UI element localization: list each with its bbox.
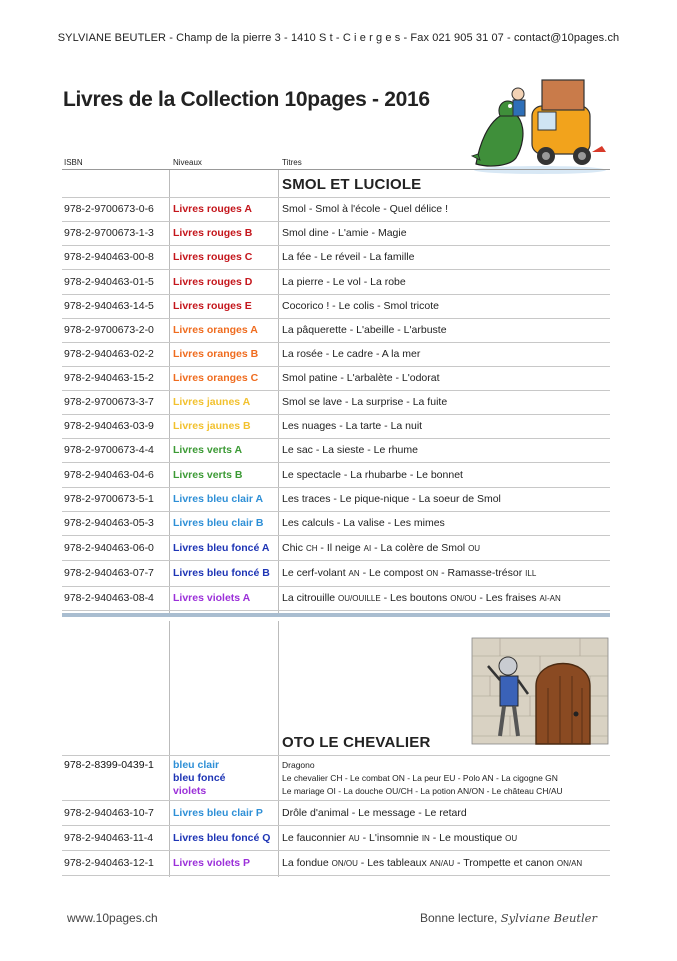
sound-tag: AN [348, 569, 360, 578]
titres-cell: Les calculs - La valise - Les mimes [282, 517, 445, 529]
sound-tag: AN/AU [429, 858, 455, 868]
dragon-vehicle-illustration [470, 72, 610, 176]
title-text: Le fauconnier [282, 831, 349, 844]
titres-cell [282, 832, 517, 844]
titres-cell: Les traces - Le pique-nique - La soeur de Smol [282, 493, 501, 505]
titres-cell: La rosée - Le cadre - A la mer [282, 348, 421, 360]
table-row [62, 462, 610, 488]
isbn-cell: 978-2-940463-03-9 [64, 420, 154, 432]
titres-cell: La fée - Le réveil - La famille [282, 251, 415, 263]
title-text: Le cerf-volant [282, 567, 349, 579]
footer-website: www.10pages.ch [67, 911, 158, 925]
sound-tag: AI [363, 543, 372, 553]
niveau-cell: Livres bleu foncé B [173, 567, 270, 579]
sound-tag: ILL [525, 569, 537, 578]
sound-tag: CH [305, 543, 318, 553]
isbn-cell: 978-2-9700673-5-1 [64, 493, 154, 505]
niveau-cell: Livres bleu clair P [173, 806, 263, 819]
table-row [62, 825, 610, 851]
niveau-cell: Livres jaunes B [173, 420, 251, 432]
sound-tag: OU/OUILLE [338, 594, 381, 603]
table-row [62, 511, 610, 536]
table-row [62, 366, 610, 391]
contact-header: SYLVIANE BEUTLER - Champ de la pierre 3 - 1410 S t - C i e r g e s - Fax 021 905 31 07 - contact@10pages.ch [57, 32, 620, 44]
niveau-bleu-clair: bleu clair [173, 759, 220, 771]
page-title: Livres de la Collection 10pages - 2016 [63, 88, 430, 111]
isbn-cell: 978-2-940463-12-1 [64, 856, 154, 869]
signature: Sylviane Beutler [500, 911, 597, 925]
niveau-cell: Livres oranges A [173, 324, 258, 336]
titres-cell: Cocorico ! - Le colis - Smol tricote [282, 300, 439, 312]
isbn-cell: 978-2-940463-14-5 [64, 300, 154, 312]
isbn-cell: 978-2-940463-02-2 [64, 348, 154, 360]
table-row [62, 342, 610, 367]
title-text: Chic [282, 541, 306, 554]
table-row [62, 414, 610, 439]
titres-cell: Le sac - La sieste - Le rhume [282, 444, 418, 456]
section-title-row [62, 621, 610, 756]
niveau-bleu-fonce: bleu foncé [173, 772, 226, 784]
isbn-cell: 978-2-940463-10-7 [64, 806, 154, 819]
niveau-violets: violets [173, 785, 207, 797]
title-text: - L'insomnie [359, 831, 422, 844]
table-row [62, 294, 610, 319]
sound-tag: ON/OU [331, 858, 358, 868]
isbn-cell: 978-2-940463-00-8 [64, 251, 154, 263]
sound-tag: ON/OU [450, 594, 477, 603]
niveau-cell: Livres verts A [173, 444, 243, 456]
isbn-cell: 978-2-9700673-1-3 [64, 227, 154, 239]
niveau-cell: Livres rouges D [173, 275, 253, 288]
niveau-cell: Livres rouges E [173, 300, 252, 312]
niveau-cell: Livres rouges A [173, 203, 252, 215]
table-row [62, 318, 610, 343]
niveau-cell: Livres oranges C [173, 372, 259, 384]
titres-cell [282, 857, 582, 869]
titres-cell: La pâquerette - L'abeille - L'arbuste [282, 324, 447, 336]
section-title-oto: OTO LE CHEVALIER [282, 734, 431, 751]
table-row [62, 197, 610, 222]
niveau-cell: Livres violets P [173, 856, 251, 869]
title-text: - Ramasse-trésor [438, 567, 526, 579]
titre-line: Dragono [282, 760, 315, 770]
sound-tag: IN [421, 833, 430, 843]
section-separator [62, 613, 610, 617]
table-row [62, 756, 610, 801]
title-text: - Les tableaux [357, 856, 430, 869]
title-text: - Le compost [359, 567, 427, 579]
titres-cell: Smol dine - L'amie - Magie [282, 227, 407, 239]
isbn-cell: 978-2-940463-05-3 [64, 517, 154, 529]
niveau-cell: Livres bleu foncé A [173, 541, 270, 554]
title-text: - La colère de Smol [371, 541, 469, 554]
sound-tag: OU [468, 543, 481, 553]
niveau-cell: Livres oranges B [173, 348, 259, 360]
table-row [62, 269, 610, 295]
isbn-cell: 978-2-940463-01-5 [64, 275, 154, 288]
niveau-cell: Livres rouges B [173, 227, 253, 239]
isbn-cell: 978-2-940463-08-4 [64, 592, 154, 604]
isbn-cell: 978-2-940463-11-4 [64, 831, 154, 844]
table-row [62, 535, 610, 561]
table-row [62, 560, 610, 587]
isbn-cell: 978-2-8399-0439-1 [64, 759, 154, 771]
isbn-cell: 978-2-9700673-4-4 [64, 444, 154, 456]
titres-cell: La pierre - Le vol - La robe [282, 275, 406, 288]
table-row [62, 487, 610, 512]
section-title-smol: SMOL ET LUCIOLE [282, 176, 422, 193]
footer-greeting [420, 911, 597, 925]
isbn-cell: 978-2-940463-06-0 [64, 541, 154, 554]
table-row [62, 390, 610, 415]
sound-tag: AU [348, 833, 360, 843]
table-row [62, 800, 610, 826]
isbn-cell: 978-2-9700673-3-7 [64, 396, 154, 408]
titres-cell: Les nuages - La tarte - La nuit [282, 420, 423, 432]
sound-tag: ON/AN [556, 858, 583, 868]
title-text: La citrouille [282, 592, 339, 604]
niveau-cell: Livres bleu foncé Q [173, 831, 271, 844]
table-row [62, 586, 610, 611]
column-header-isbn: ISBN [64, 158, 83, 167]
titres-cell: Smol se lave - La surprise - La fuite [282, 396, 448, 408]
isbn-cell: 978-2-940463-04-6 [64, 468, 154, 481]
niveau-cell: Livres verts B [173, 468, 243, 481]
title-text: - Il neige [317, 541, 364, 554]
column-header-niveaux: Niveaux [173, 158, 202, 167]
title-text: - Le moustique [429, 831, 506, 844]
isbn-cell: 978-2-9700673-0-6 [64, 203, 154, 215]
niveau-cell: Livres jaunes A [173, 396, 251, 408]
titres-cell: Smol - Smol à l'école - Quel délice ! [282, 203, 448, 215]
niveaux-cell [173, 759, 226, 798]
titres-cell [282, 759, 563, 798]
table-row [62, 245, 610, 270]
greeting-text: Bonne lecture, [420, 911, 498, 925]
title-text: - Les boutons [380, 592, 451, 604]
titres-cell [282, 592, 561, 604]
niveau-cell: Livres violets A [173, 592, 251, 604]
titre-line: Le mariage OI - La douche OU/CH - La potion AN/ON - Le château CH/AU [282, 786, 563, 796]
niveau-cell: Livres bleu clair B [173, 517, 264, 529]
title-text: - Trompette et canon [454, 856, 557, 869]
table-row [62, 438, 610, 463]
titres-cell [282, 542, 480, 554]
isbn-cell: 978-2-9700673-2-0 [64, 324, 154, 336]
table-row [62, 850, 610, 876]
column-header-titres: Titres [282, 158, 302, 167]
titres-cell: Drôle d'animal - Le message - Le retard [282, 806, 467, 819]
niveau-cell: Livres rouges C [173, 251, 253, 263]
niveau-cell: Livres bleu clair A [173, 493, 264, 505]
titre-line: Le chevalier CH - Le combat ON - La peur EU - Polo AN - La cigogne GN [282, 773, 558, 783]
isbn-cell: 978-2-940463-15-2 [64, 372, 154, 384]
titres-cell: Smol patine - L'arbalète - L'odorat [282, 372, 440, 384]
sound-tag: OU [505, 833, 518, 843]
sound-tag: AI-AN [539, 594, 561, 603]
titres-cell: Le spectacle - La rhubarbe - Le bonnet [282, 468, 463, 481]
section-title-row [62, 170, 610, 198]
title-text: La fondue [282, 856, 332, 869]
title-text: - Les fraises [476, 592, 540, 604]
titres-cell [282, 567, 536, 579]
isbn-cell: 978-2-940463-07-7 [64, 567, 154, 579]
table-row [62, 221, 610, 246]
sound-tag: ON [426, 569, 439, 578]
